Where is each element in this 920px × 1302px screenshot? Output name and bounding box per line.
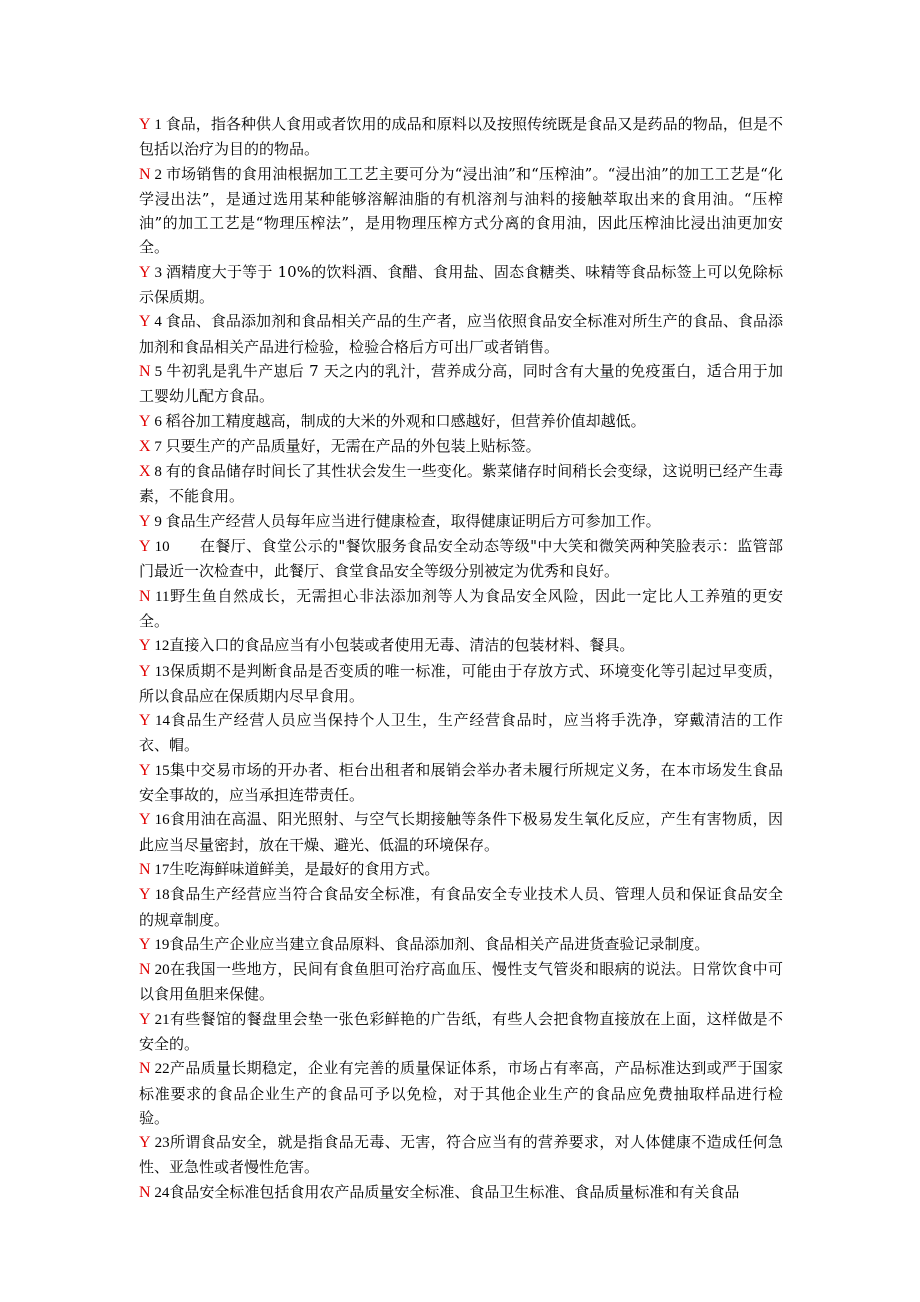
question-text: 所谓食品安全，就是指食品无毒、无害，符合应当有的营养要求，对人体健康不造成任何急性、亚急性或者慢性危害。 bbox=[139, 1133, 783, 1177]
question-item bbox=[139, 509, 783, 534]
question-item bbox=[139, 857, 783, 882]
answer-mark: Y bbox=[139, 1134, 151, 1152]
answer-mark: Y bbox=[139, 712, 151, 730]
question-number: 6 bbox=[150, 413, 166, 430]
question-text: 食品生产经营人员每年应当进行健康检查，取得健康证明后方可参加工作。 bbox=[165, 511, 661, 530]
question-number: 12 bbox=[150, 638, 170, 655]
question-number: 3 bbox=[150, 264, 167, 281]
question-text: 野生鱼自然成长，无需担心非法添加剂等人为食品安全风险，因此一定比人工养殖的更安全。 bbox=[139, 586, 783, 630]
question-item bbox=[139, 1130, 783, 1180]
question-item bbox=[139, 459, 783, 509]
question-text: 食品生产经营人员应当保持个人卫生，生产经营食品时，应当将手洗净，穿戴清洁的工作衣、帽。 bbox=[139, 711, 783, 755]
question-item bbox=[139, 708, 783, 758]
question-text: 食品，指各种供人食用或者饮用的成品和原料以及按照传统既是食品又是药品的物品，但是不包括以治疗为目的的物品。 bbox=[139, 115, 783, 159]
question-item bbox=[139, 807, 783, 857]
question-item bbox=[139, 309, 783, 359]
question-text: 食品生产企业应当建立食品原料、食品添加剂、食品相关产品进货查验记录制度。 bbox=[169, 934, 710, 953]
question-number: 23 bbox=[150, 1135, 170, 1152]
answer-mark: Y bbox=[139, 313, 151, 331]
question-number: 15 bbox=[150, 762, 170, 779]
answer-mark: Y bbox=[139, 116, 151, 133]
question-text: 食品生产经营应当符合食品安全标准，有食品安全专业技术人员、管理人员和保证食品安全的规章制度。 bbox=[139, 885, 783, 929]
question-text: 食用油在高温、阳光照射、与空气长期接触等条件下极易发生氧化反应，产生有害物质，因此应当尽量密封，放在干燥、避光、低温的环境保存。 bbox=[139, 810, 783, 854]
question-number: 1 bbox=[150, 117, 166, 133]
question-text: 酒精度大于等于 10%的饮料酒、食醋、食用盐、固态食糖类、味精等食品标签上可以免除标示保质期。 bbox=[139, 262, 784, 307]
question-number: 5 bbox=[150, 363, 167, 380]
answer-mark: X bbox=[139, 437, 151, 455]
question-item bbox=[139, 932, 783, 957]
question-number: 14 bbox=[150, 713, 171, 730]
question-item bbox=[139, 162, 783, 260]
question-text: 食品安全标准包括食用农产品质量安全标准、食品卫生标准、食品质量标准和有关食品 bbox=[169, 1182, 740, 1201]
answer-mark: Y bbox=[139, 512, 151, 530]
question-text: 集中交易市场的开办者、柜台出租者和展销会举办者未履行所规定义务，在本市场发生食品安全事故的，应当承担连带责任。 bbox=[139, 760, 783, 805]
answer-mark: Y bbox=[139, 935, 151, 953]
answer-mark: N bbox=[139, 961, 151, 979]
answer-mark: Y bbox=[139, 761, 151, 779]
answer-mark: Y bbox=[139, 662, 151, 680]
answer-mark: Y bbox=[139, 1010, 151, 1028]
question-number: 18 bbox=[150, 887, 170, 904]
question-item bbox=[139, 882, 783, 932]
answer-mark: Y bbox=[139, 811, 151, 829]
answer-mark: N bbox=[139, 1183, 151, 1201]
question-number: 8 bbox=[150, 464, 166, 481]
question-item bbox=[139, 584, 783, 634]
question-number: 16 bbox=[150, 812, 170, 829]
question-number: 24 bbox=[150, 1184, 170, 1201]
answer-mark: X bbox=[139, 463, 151, 481]
answer-mark: Y bbox=[139, 412, 151, 430]
answer-mark: N bbox=[139, 587, 151, 605]
question-item bbox=[139, 434, 783, 459]
question-item bbox=[139, 758, 783, 808]
question-text: 生吃海鲜味道鲜美，是最好的食用方式。 bbox=[169, 859, 440, 878]
question-number: 20 bbox=[150, 962, 170, 979]
question-item bbox=[139, 409, 783, 434]
question-number: 13 bbox=[150, 663, 170, 680]
answer-mark: Y bbox=[139, 637, 151, 655]
question-text: 有些餐馆的餐盘里会垫一张色彩鲜艳的广告纸，有些人会把食物直接放在上面，这样做是不安全的。 bbox=[139, 1009, 783, 1053]
answer-mark: Y bbox=[139, 538, 151, 556]
question-text: 在我国一些地方，民间有食鱼胆可治疗高血压、慢性支气管炎和眼病的说法。日常饮食中可以食用鱼胆来保健。 bbox=[139, 960, 783, 1004]
question-item bbox=[139, 659, 783, 709]
answer-mark: N bbox=[139, 362, 151, 380]
answer-mark: Y bbox=[139, 263, 151, 281]
question-item bbox=[139, 957, 783, 1007]
question-number: 7 bbox=[150, 438, 166, 455]
question-item bbox=[139, 1180, 783, 1205]
question-text: 市场销售的食用油根据加工工艺主要可分为“浸出油”和“压榨油”。“浸出油”的加工工艺是“化学浸出法”，是通过选用某种能够溶解油脂的有机溶剂与油料的接触萃取出来的食用油。“压榨油”的加工工艺是“物理压榨法”，是用物理压榨方式分离的食用油，因此压榨油比浸出油更加安全。 bbox=[139, 164, 783, 257]
question-text: 牛初乳是乳牛产崽后 7 天之内的乳汁，营养成分高，同时含有大量的免疫蛋白，适合用于加工婴幼儿配方食品。 bbox=[139, 361, 783, 406]
question-number: 9 bbox=[150, 513, 166, 530]
question-item bbox=[139, 534, 783, 584]
question-text: 食品、食品添加剂和食品相关产品的生产者，应当依照食品安全标准对所生产的食品、食品添加剂和食品相关产品进行检验，检验合格后方可出厂或者销售。 bbox=[139, 312, 783, 356]
question-item bbox=[139, 260, 783, 310]
question-text: 有的食品储存时间长了其性状会发生一些变化。紫菜储存时间稍长会变绿，这说明已经产生毒素，不能食用。 bbox=[139, 462, 783, 506]
question-number: 10 bbox=[150, 539, 200, 556]
question-text: 保质期不是判断食品是否变质的唯一标准，可能由于存放方式、环境变化等引起过早变质，所以食品应在保质期内尽早食用。 bbox=[139, 661, 783, 705]
question-item bbox=[139, 1007, 783, 1057]
answer-mark: N bbox=[139, 165, 151, 183]
answer-mark: Y bbox=[139, 886, 151, 904]
question-text: 产品质量长期稳定，企业有完善的质量保证体系，市场占有率高，产品标准达到或严于国家标准要求的食品企业生产的食品可予以免检，对于其他企业生产的食品应免费抽取样品进行检验。 bbox=[139, 1059, 783, 1127]
question-text: 稻谷加工精度越高，制成的大米的外观和口感越好，但营养价值却越低。 bbox=[165, 411, 646, 430]
question-text: 直接入口的食品应当有小包装或者使用无毒、清洁的包装材料、餐具。 bbox=[169, 636, 635, 655]
question-number: 11 bbox=[150, 588, 170, 605]
question-item bbox=[139, 633, 783, 658]
question-number: 4 bbox=[150, 314, 166, 331]
question-number: 21 bbox=[150, 1011, 170, 1028]
question-item bbox=[139, 1056, 783, 1130]
answer-mark: N bbox=[139, 1060, 151, 1078]
question-item bbox=[139, 112, 783, 162]
question-item bbox=[139, 359, 783, 409]
answer-mark: N bbox=[139, 860, 151, 878]
question-text: 在餐厅、食堂公示的"餐饮服务食品安全动态等级"中大笑和微笑两种笑脸表示：监管部门最近一次检查中，此餐厅、食堂食品安全等级分别被定为优秀和良好。 bbox=[139, 537, 783, 581]
question-number: 22 bbox=[150, 1061, 170, 1078]
document-body bbox=[139, 112, 783, 1205]
question-number: 17 bbox=[150, 861, 170, 878]
question-text: 只要生产的产品质量好，无需在产品的外包装上贴标签。 bbox=[165, 436, 541, 455]
question-number: 19 bbox=[150, 936, 170, 953]
question-number: 2 bbox=[150, 166, 166, 183]
